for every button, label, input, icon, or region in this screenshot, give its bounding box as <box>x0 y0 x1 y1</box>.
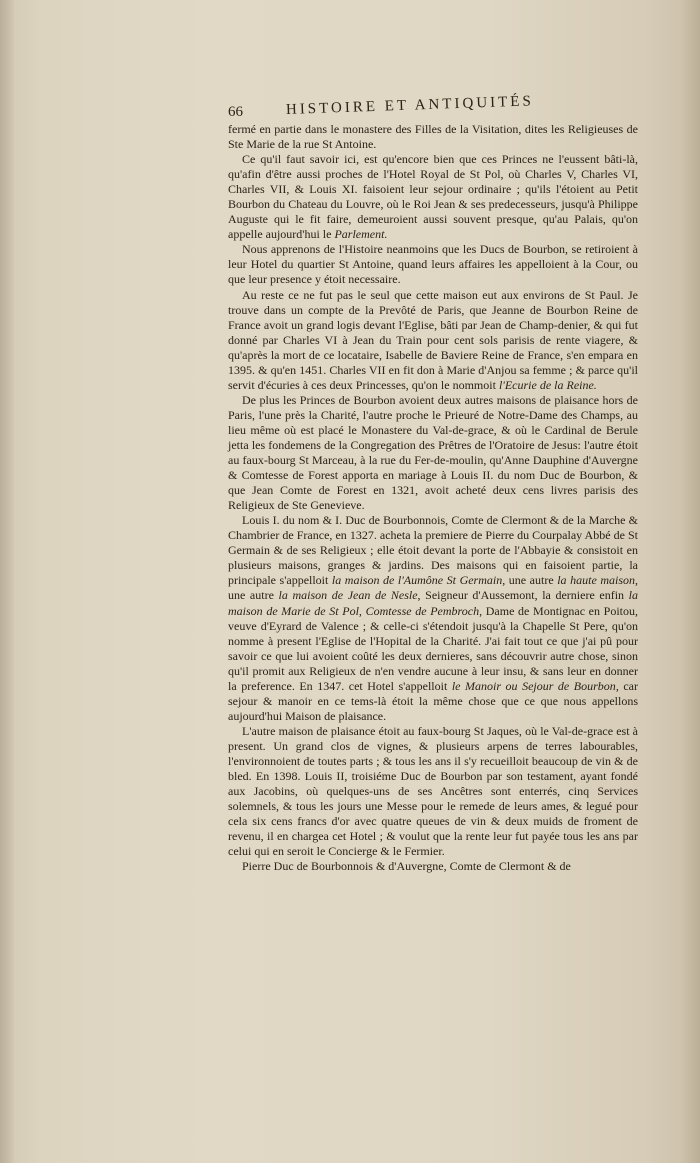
text-run: fermé en partie dans le monastere des Filles de la Visitation, dites les Religieuses de Ste Marie de la rue St Antoine. <box>228 122 638 152</box>
italic-text: la maison de Jean de Nesle <box>278 588 418 603</box>
paragraph <box>228 724 638 859</box>
paragraph <box>228 513 638 724</box>
text-run: Au reste ce ne fut pas le seul que cette maison eut aux environs de St Paul. Je trouve dans un compte de la Prevôté de Paris, que Jeanne de Bourbon Reine de France avoit un grand logis devant l'Eglise, bâti par Jean de Champ-denier, & qui fut donné par Charles VI à Jean du Train pour cent sols parisis de rente viagere, & qu'après la mort de ce locataire, Isabelle de Baviere Reine de France, s'en empara en 1395. & qu'en 1451. Charles VII en fit don à Marie d'Anjou sa femme ; & parce qu'il servit d'écuries à ces deux Princesses, qu'on le nommoit <box>228 287 638 392</box>
text-run: Pierre Duc de Bourbonnois & d'Auvergne, Comte de Clermont & de <box>242 859 571 874</box>
binding-gutter <box>0 0 14 1163</box>
page-number: 66 <box>228 104 243 120</box>
italic-text: Parlement. <box>334 227 388 242</box>
paragraph <box>228 288 638 393</box>
italic-text: la maison de l'Aumône St Germain <box>331 573 503 588</box>
italic-text: la haute maison <box>557 573 635 588</box>
text-run: De plus les Princes de Bourbon avoient deux autres maisons de plaisance hors de Paris, l'une près la Charité, l'autre proche le Prieuré de Notre-Dame des Champs, au lieu même où est placé le Monastere du Val-de-grace, & où le Cardinal de Berule jetta les fondemens de la Congregation des Prêtres de l'Oratoire de Jesus: l'autre étoit au faux-bourg St Marceau, à la rue du Fer-de-moulin, qu'Anne Dauphine d'Auvergne & Comtesse de Forest apporta en mariage à Louis II. du nom Duc de Bourbon, & que Jean Comte de Forest en 1321, avoit acheté deux cens livres parisis des Religieux de Ste Genevieve. <box>228 392 638 513</box>
paragraph <box>228 859 638 874</box>
italic-text: l'Ecurie de la Reine. <box>498 377 597 392</box>
text-run: , une autre <box>502 573 558 588</box>
text-run: Ce qu'il faut savoir ici, est qu'encore bien que ces Princes ne l'eussent bâti-là, qu'afin d'être aussi proches de l'Hotel Royal de St Pol, où Charles V, Charles VI, Charles VII, & Louis XI. faisoient leur sejour ordinaire ; qu'ils l'étoient au Petit Bourbon du Chateau du Louvre, où le Roi Jean & ses predecesseurs, jusqu'à Philippe Auguste qui le fit faire, demeuroient aussi souvent presque, qu'au Palais, qu'on appelle aujourd'hui le <box>228 152 638 242</box>
text-run: , Seigneur d'Aussemont, la derniere enfin <box>417 588 629 603</box>
page-header <box>228 93 638 124</box>
paragraph <box>228 242 638 287</box>
text-run: , Dame de Montignac en Poitou, veuve d'Eyrard de Valence ; & celle-ci s'étendoit jusqu'à la Chapelle St Pere, qu'on nomme à present l'Eglise de l'Hopital de la Charité. J'ai fait tout ce que j'ai pû pour savoir ce que lui avoient coûté les deux dernieres, sans découvrir autre chose, sinon qu'il promit aux Religieux de n'en vendre aucune à leur insu, & sans leur en donner la preference. En 1347. cet Hotel s'appelloit <box>228 603 639 693</box>
text-run: Nous apprenons de l'Histoire neanmoins que les Ducs de Bourbon, se retiroient à leur Hotel du quartier St Antoine, quand leurs affaires les appelloient à la Cour, ou que leur presence y étoit necessaire. <box>228 242 638 287</box>
text-run: , car sejour & manoir en ce tems-là étoit la même chose que ce que nous appellons aujourd'hui Maison de plaisance. <box>228 678 638 723</box>
text-run: , une autre <box>228 573 638 603</box>
text-run: Louis I. du nom & I. Duc de Bourbonnois, Comte de Clermont & de la Marche & Chambrier de France, en 1327. acheta la premiere de Pierre du Courpalay Abbé de St Germain & de ses Religieux ; elle étoit devant la porte de l'Abbayie & consistoit en plusieurs maisons, granges & jardins. Des maisons qui en faisoient partie, la principale s'appelloit <box>228 513 638 588</box>
italic-text: la maison de Marie de St Pol, Comtesse de Pembroch <box>228 588 638 618</box>
italic-text: le Manoir ou Sejour de Bourbon <box>451 678 616 693</box>
page-edge-shadow <box>680 0 700 1163</box>
text-run: L'autre maison de plaisance étoit au faux-bourg St Jaques, où le Val-de-grace est à present. Un grand clos de vignes, & plusieurs arpens de terres labourables, l'environnoient de toutes parts ; & tous les ans il s'y recueilloit beaucoup de vin & de bled. En 1398. Louis II, troisiéme Duc de Bourbon par son testament, ayant fondé aux Jacobins, où quelques-uns de ses Ancêtres sont enterrés, cinq Services solemnels, & tous les jours une Messe pour le remede de leurs ames, & legué pour cela six cens francs d'or avec quatre queues de vin & deux muids de froment de revenu, il en chargea cet Hotel ; & voulut que la rente leur fut payée tous les ans par celui qui en seroit le Concierge & le Fermier. <box>228 723 638 859</box>
running-head: HISTOIRE ET ANTIQUITÉS <box>285 93 535 118</box>
paragraph <box>228 152 638 242</box>
paragraph <box>228 122 638 152</box>
paragraph <box>228 393 638 513</box>
body-text <box>228 122 638 874</box>
